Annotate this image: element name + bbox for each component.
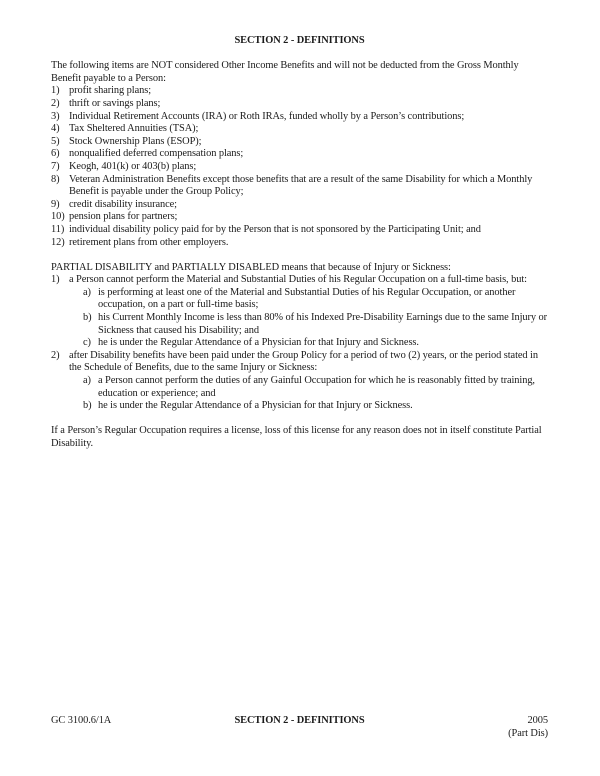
footer-part-note: (Part Dis) [508, 727, 548, 739]
list-item [51, 274, 548, 350]
list-item-text: retirement plans from other employers. [69, 236, 229, 248]
sub-list-item-letter: b) [83, 400, 92, 412]
list-item-number: 1) [51, 85, 60, 97]
list-item [51, 85, 548, 98]
list-item [51, 174, 548, 199]
partial-disability-section [51, 262, 548, 413]
sub-list-item [83, 375, 548, 400]
closing-paragraph: If a Person’s Regular Occupation requires a license, loss of this license for any reason does not in itself constitute Partial Disability. [51, 425, 542, 449]
list-item-number: 1) [51, 274, 60, 286]
list-item-text: Individual Retirement Accounts (IRA) or Roth IRAs, funded wholly by a Person’s contributions; [69, 110, 465, 122]
footer-year: 2005 [527, 715, 548, 726]
list-item-number: 2) [51, 349, 60, 361]
sub-list-item [83, 287, 548, 312]
list-item-text: profit sharing plans; [69, 85, 152, 97]
sub-list-item-letter: a) [83, 286, 91, 298]
list-item-text: Tax Sheltered Annuities (TSA); [69, 123, 199, 135]
list-item-number: 5) [51, 135, 60, 147]
sub-list-item [83, 337, 548, 350]
list-item [51, 123, 548, 136]
sub-list-item-text: a Person cannot perform the duties of any Gainful Occupation for which he is reasonably fitted by training, education or experience; and [98, 375, 535, 399]
list-item-number: 7) [51, 160, 60, 172]
document-content [51, 35, 548, 451]
sub-list-item-letter: a) [83, 375, 91, 387]
list-item [51, 199, 548, 212]
list-item [51, 136, 548, 149]
list-item-number: 8) [51, 173, 60, 185]
list-item [51, 224, 548, 237]
page-title: SECTION 2 - DEFINITIONS [234, 35, 365, 46]
sub-list-item-text: he is under the Regular Attendance of a Physician for that Injury or Sickness. [98, 400, 413, 412]
list-item-number: 11) [51, 223, 65, 235]
sub-list-item-text: he is under the Regular Attendance of a Physician for that Injury and Sickness. [98, 337, 419, 349]
list-item-text: Stock Ownership Plans (ESOP); [69, 135, 202, 147]
list-item-text: nonqualified deferred compensation plans; [69, 148, 244, 160]
list-item [51, 111, 548, 124]
sub-list-item [83, 400, 548, 413]
list-item-text: after Disability benefits have been paid under the Group Policy for a period of two (2) years, or the period stated in the Schedule of Benefits, due to the same Injury or Sickness: [69, 349, 538, 374]
sub-list-item [83, 312, 548, 337]
list-item [51, 98, 548, 111]
list-item-text: individual disability policy paid for by the Person that is not sponsored by the Participating Unit; and [69, 223, 481, 235]
list-item-number: 2) [51, 97, 60, 109]
sub-list-item-text: his Current Monthly Income is less than 80% of his Indexed Pre-Disability Earnings due to the same Injury or Sickness that caused his Disability; and [98, 312, 548, 336]
sub-list-item-letter: c) [83, 337, 91, 349]
footer-section-title: SECTION 2 - DEFINITIONS [234, 715, 365, 726]
list-item [51, 148, 548, 161]
list-item-number: 6) [51, 148, 60, 160]
list-item-number: 12) [51, 236, 65, 248]
list-item-text: Keogh, 401(k) or 403(b) plans; [69, 160, 197, 172]
footer-form-number: GC 3100.6/1A [51, 715, 112, 726]
list-item-text: pension plans for partners; [69, 211, 178, 223]
footer-edition-block [428, 715, 548, 740]
list-item-text: thrift or savings plans; [69, 97, 161, 109]
list-item-text: credit disability insurance; [69, 198, 177, 210]
list-item [51, 211, 548, 224]
list-item-number: 10) [51, 211, 65, 223]
list-item [51, 237, 548, 250]
excluded-items-list [51, 85, 548, 249]
intro-paragraph: The following items are NOT considered Other Income Benefits and will not be deducted from the Gross Monthly Benefit payable to a Person: [51, 60, 519, 84]
partial-disability-lead: PARTIAL DISABILITY and PARTIALLY DISABLED means that because of Injury or Sickness: [51, 261, 451, 273]
list-item-number: 9) [51, 198, 60, 210]
sub-list-item-text: is performing at least one of the Material and Substantial Duties of his Regular Occupation, or another occupation, on a part or full-time basis; [98, 286, 516, 311]
list-item [51, 350, 548, 413]
page-footer [51, 715, 548, 740]
list-item-number: 4) [51, 123, 60, 135]
list-item [51, 161, 548, 174]
list-item-number: 3) [51, 110, 60, 122]
sub-list-item-letter: b) [83, 312, 92, 324]
list-item-text: a Person cannot perform the Material and Substantial Duties of his Regular Occupation on a full-time basis, but: [69, 274, 527, 286]
list-item-text: Veteran Administration Benefits except those benefits that are a result of the same Disability for which a Monthly Benefit is payable under the Group Policy; [69, 173, 533, 198]
